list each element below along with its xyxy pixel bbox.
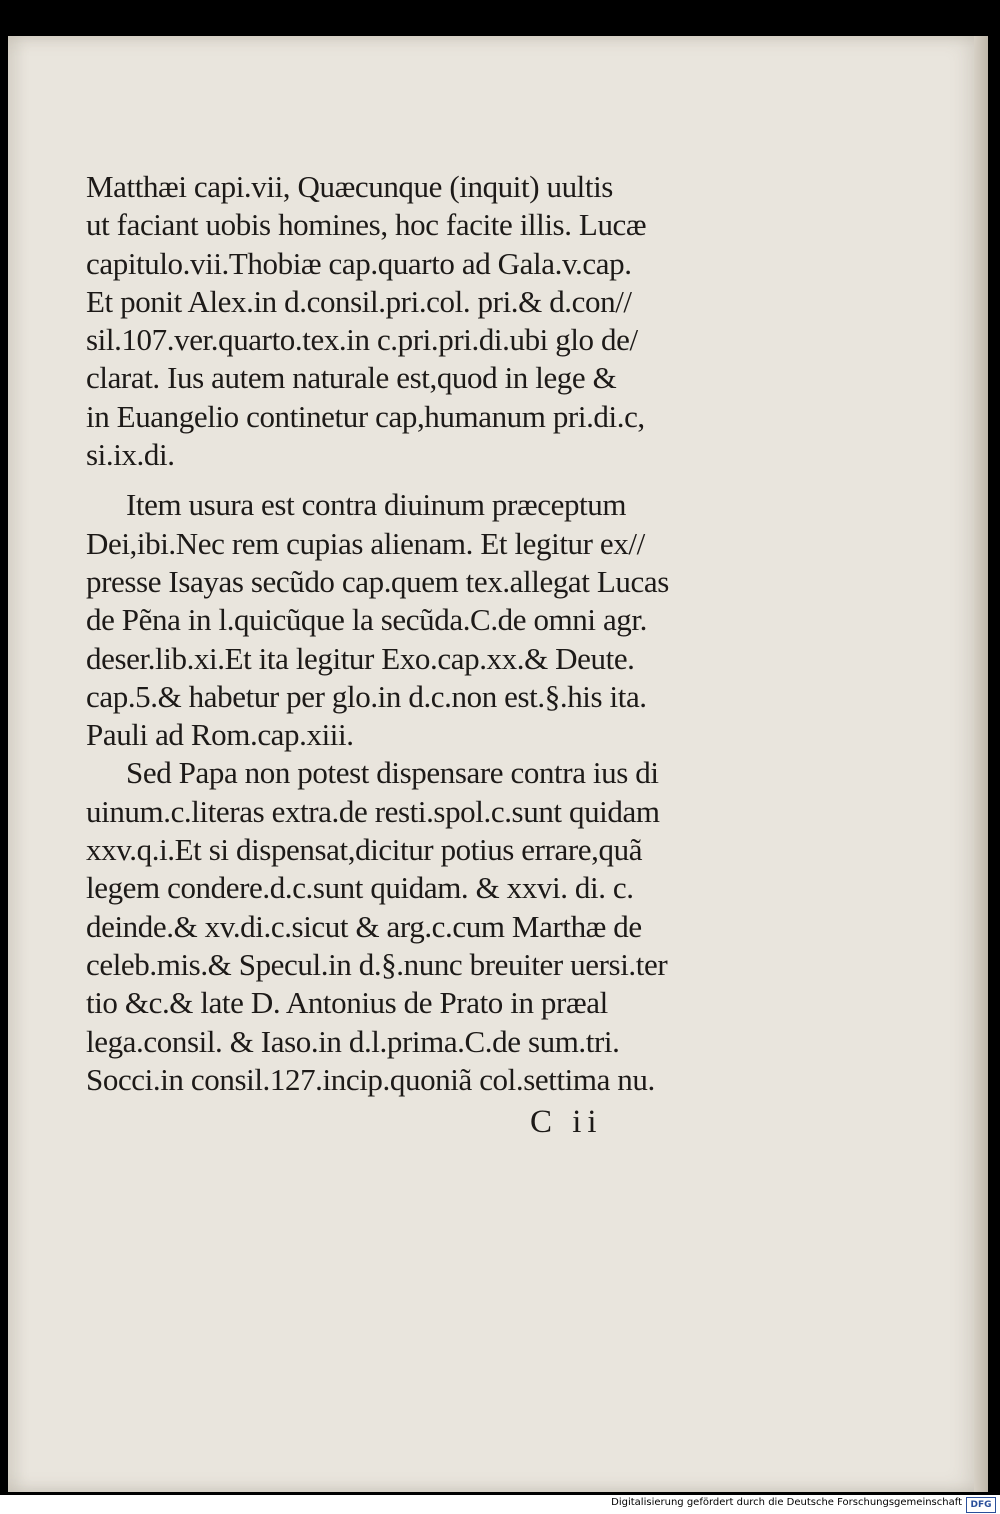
text-line: in Euangelio continetur cap,humanum pri.di.c, <box>86 398 645 434</box>
text-line: presse Isayas secũdo cap.quem tex.allegat Lucas <box>86 563 669 599</box>
text-line: sil.107.ver.quarto.tex.in c.pri.pri.di.ubi glo de/ <box>86 322 638 358</box>
text-line: Matthæi capi.vii, Quæcunque (inquit) uultis <box>86 169 613 204</box>
text-line: deser.lib.xi.Et ita legitur Exo.cap.xx.& Deute. <box>86 640 635 676</box>
text-line: lega.consil. & Iaso.in d.l.prima.C.de sum.tri. <box>86 1023 620 1059</box>
dfg-logo: DFG <box>966 1497 996 1513</box>
text-line: celeb.mis.& Specul.in d.§.nunc breuiter uersi.ter <box>86 946 668 982</box>
page-text <box>86 168 696 1099</box>
page-edge <box>974 36 988 1492</box>
text-line: cap.5.& habetur per glo.in d.c.non est.§.his ita. <box>86 678 647 714</box>
text-line: Dei,ibi.Nec rem cupias alienam. Et legitur ex// <box>86 525 645 561</box>
text-line: Pauli ad Rom.cap.xiii. <box>86 717 354 753</box>
text-line: tio &c.& late D. Antonius de Prato in præal <box>86 985 608 1021</box>
text-line: uinum.c.literas extra.de resti.spol.c.sunt quidam <box>86 793 660 829</box>
footer-credit: Digitalisierung gefördert durch die Deutsche Forschungsgemeinschaft <box>611 1497 962 1508</box>
text-line: capitulo.vii.Thobiæ cap.quarto ad Gala.v.cap. <box>86 245 632 281</box>
text-line: de Pẽna in l.quicũque la secũda.C.de omni agr. <box>86 602 647 638</box>
text-line: Et ponit Alex.in d.consil.pri.col. pri.& d.con// <box>86 283 632 319</box>
paragraph-start-line: Sed Papa non potest dispensare contra ius di <box>126 755 659 791</box>
text-line: Socci.in consil.127.incip.quoniã col.settima nu. <box>86 1061 655 1097</box>
paragraph-start-line: Item usura est contra diuinum præceptum <box>126 487 627 523</box>
text-line: deinde.& xv.di.c.sicut & arg.c.cum Marthæ de <box>86 908 642 944</box>
text-line: clarat. Ius autem naturale est,quod in lege & <box>86 360 617 396</box>
text-line: ut faciant uobis homines, hoc facite illis. Lucæ <box>86 207 647 243</box>
signature-mark: C ii <box>530 1104 603 1140</box>
text-line: si.ix.di. <box>86 437 175 473</box>
text-line: xxv.q.i.Et si dispensat,dicitur potius errare,quã <box>86 832 643 868</box>
footer-bar <box>0 1495 1000 1514</box>
text-line: legem condere.d.c.sunt quidam. & xxvi. di. c. <box>86 870 634 906</box>
